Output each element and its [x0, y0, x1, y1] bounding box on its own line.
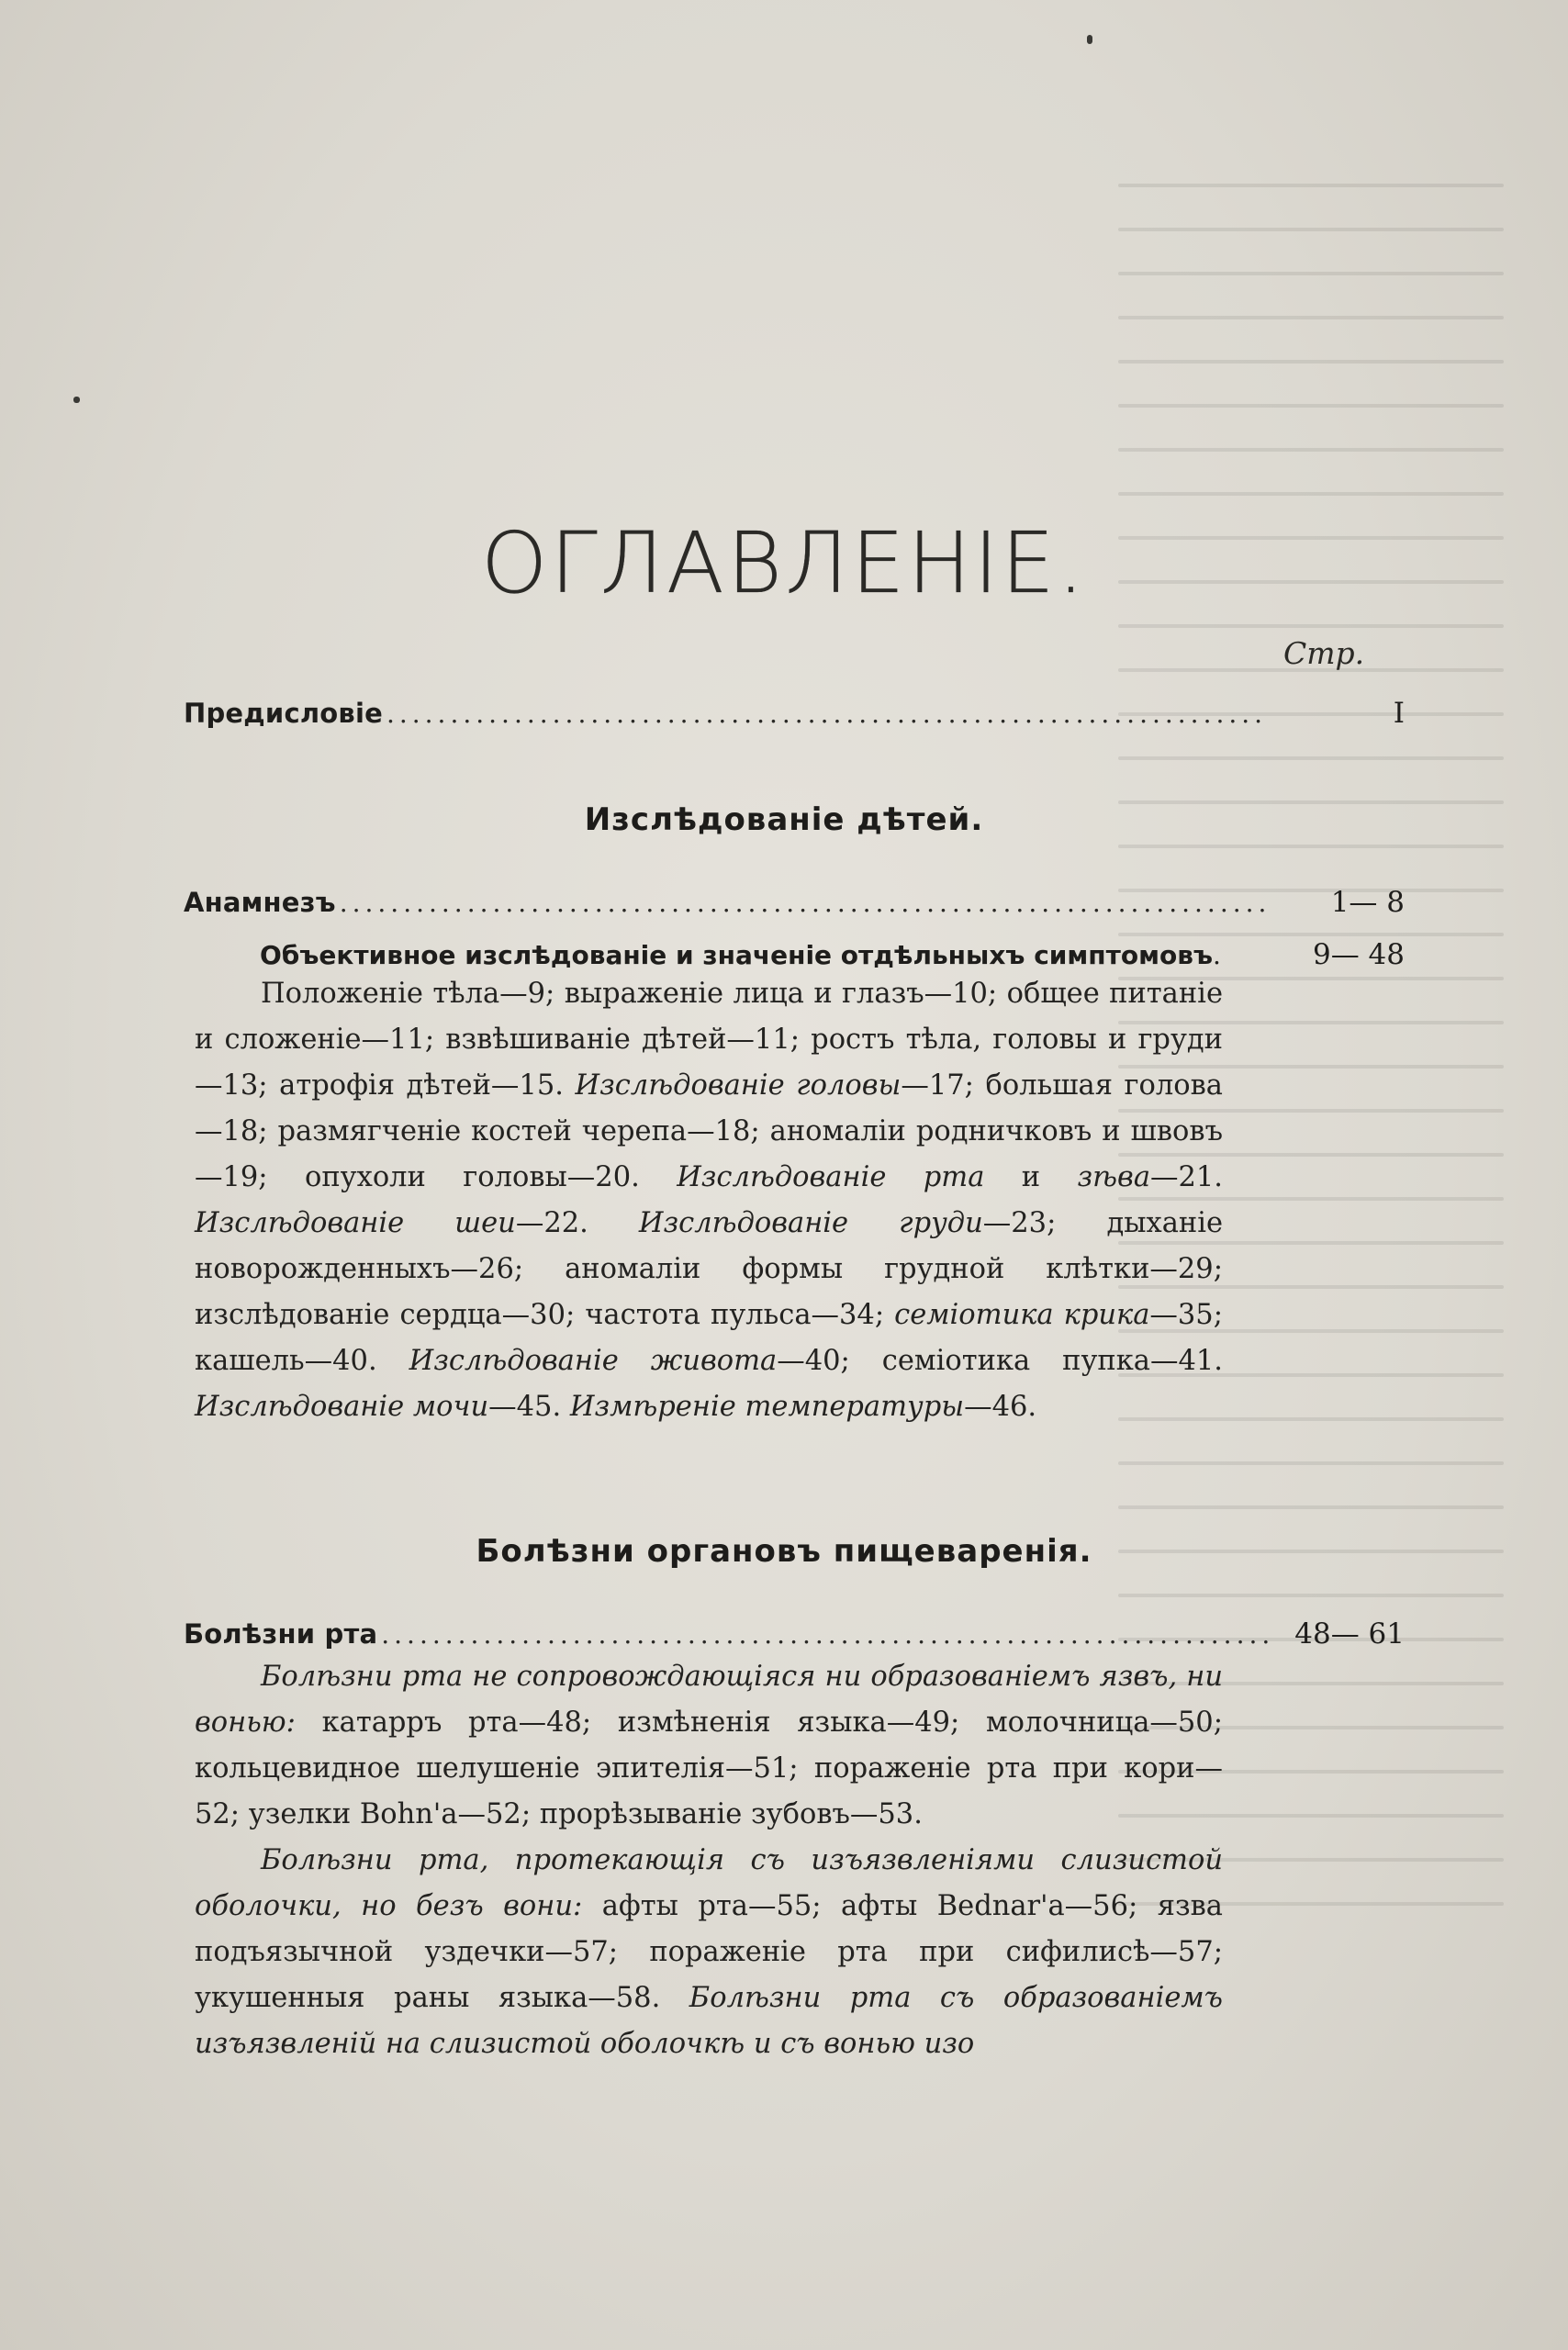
text-run: —40; семіотика пупка—41. — [777, 1345, 1223, 1377]
toc-entry-label: Предисловіе — [184, 698, 383, 729]
section2-paragraph-2 — [195, 1838, 1223, 2067]
toc-entry-pages: 1— 8 — [1330, 886, 1405, 919]
text-run: —35; кашель—40. — [195, 1299, 1223, 1377]
text-run: —17; большая голова—18; размягченіе костей черепа—18; аномаліи родничковъ и швовъ—19; опухоли головы—20. — [195, 1069, 1223, 1193]
text-run: —21. — [1150, 1161, 1224, 1193]
toc-entry-pages: 48— 61 — [1294, 1617, 1405, 1651]
print-speck — [1087, 35, 1092, 44]
toc-entry-anamnesis — [184, 886, 1405, 919]
italic-run: Изслѣдованіе мочи — [195, 1391, 489, 1423]
toc-entry-pages: 9— 48 — [1312, 938, 1405, 971]
section-heading: Изслѣдованіе дѣтей. — [584, 801, 984, 838]
italic-run: Изслѣдованіе головы — [575, 1069, 902, 1102]
text-run: катарръ рта—48; измѣненія языка—49; молочница—50; кольцевидное шелушеніе эпителія—51; пораженіе рта при кори—52; узелки Bohn'a—52; прорѣзываніе зубовъ—53. — [195, 1707, 1223, 1830]
toc-entry-preface — [184, 699, 1405, 728]
italic-run: Измѣреніе температуры — [569, 1391, 965, 1423]
text-run: —45. — [488, 1391, 570, 1423]
italic-run: Болѣзни рта съ образованіемъ изъязвленій на слизистой оболочкѣ и съ вонью изо — [195, 1982, 1223, 2060]
text-run: афты рта—55; афты Bednar'a—56; язва подъязычной уздечки—57; пораженіе рта при сифилисѣ—57; укушенныя раны языка—58. — [195, 1890, 1223, 2014]
italic-run: Болѣзни рта, протекающія съ изъязвленіями слизистой оболочки, но безъ вони: — [195, 1844, 1223, 1922]
section1-paragraph — [195, 971, 1223, 1430]
page-title: ОГЛАВЛЕНІЕ. — [480, 514, 1088, 612]
text-run: —46. — [964, 1391, 1037, 1423]
text-run: и — [984, 1161, 1078, 1193]
text-run: Положеніе тѣла—9; выраженіе лица и глазъ—10; общее питаніе и сложеніе—11; взвѣшиваніе дѣтей—11; ростъ тѣла, головы и груди—13; атрофія дѣтей—15. — [195, 978, 1223, 1102]
dot-leader — [386, 701, 1269, 727]
pages-column-header: Стр. — [1283, 635, 1365, 671]
dot-leader — [381, 1622, 1269, 1648]
dot-leader — [340, 890, 1269, 916]
italic-run: Изслѣдованіе груди — [638, 1207, 983, 1239]
toc-entry-label: Объективное изслѣдованіе и значеніе отдѣльныхъ симптомовъ — [260, 940, 1213, 970]
text-run: —23; дыханіе новорожденныхъ—26; аномаліи формы грудной клѣтки—29; изслѣдованіе сердца—30; частота пульса—34; — [195, 1207, 1224, 1331]
italic-run: зѣва — [1077, 1161, 1150, 1193]
toc-entry-objective — [260, 938, 1405, 971]
section-heading: Болѣзни органовъ пищеваренія. — [476, 1533, 1092, 1570]
toc-entry-label: Анамнезъ — [184, 887, 336, 918]
print-speck — [73, 397, 80, 403]
toc-entry-label: Болѣзни рта — [184, 1618, 378, 1650]
italic-run: Болѣзни рта не сопровождающіяся ни образованіемъ язвъ, ни вонью: — [195, 1661, 1223, 1739]
section2-paragraph-1 — [195, 1654, 1223, 1838]
italic-run: Изслѣдованіе шеи — [195, 1207, 516, 1239]
dot-leader — [1213, 940, 1267, 970]
text-run: —22. — [515, 1207, 639, 1239]
italic-run: семіотика крика — [894, 1299, 1150, 1331]
toc-entry-pages: I — [1393, 697, 1405, 730]
italic-run: Изслѣдованіе живота — [409, 1345, 778, 1377]
italic-run: Изслѣдованіе рта — [677, 1161, 985, 1193]
toc-entry-mouth — [184, 1617, 1405, 1651]
